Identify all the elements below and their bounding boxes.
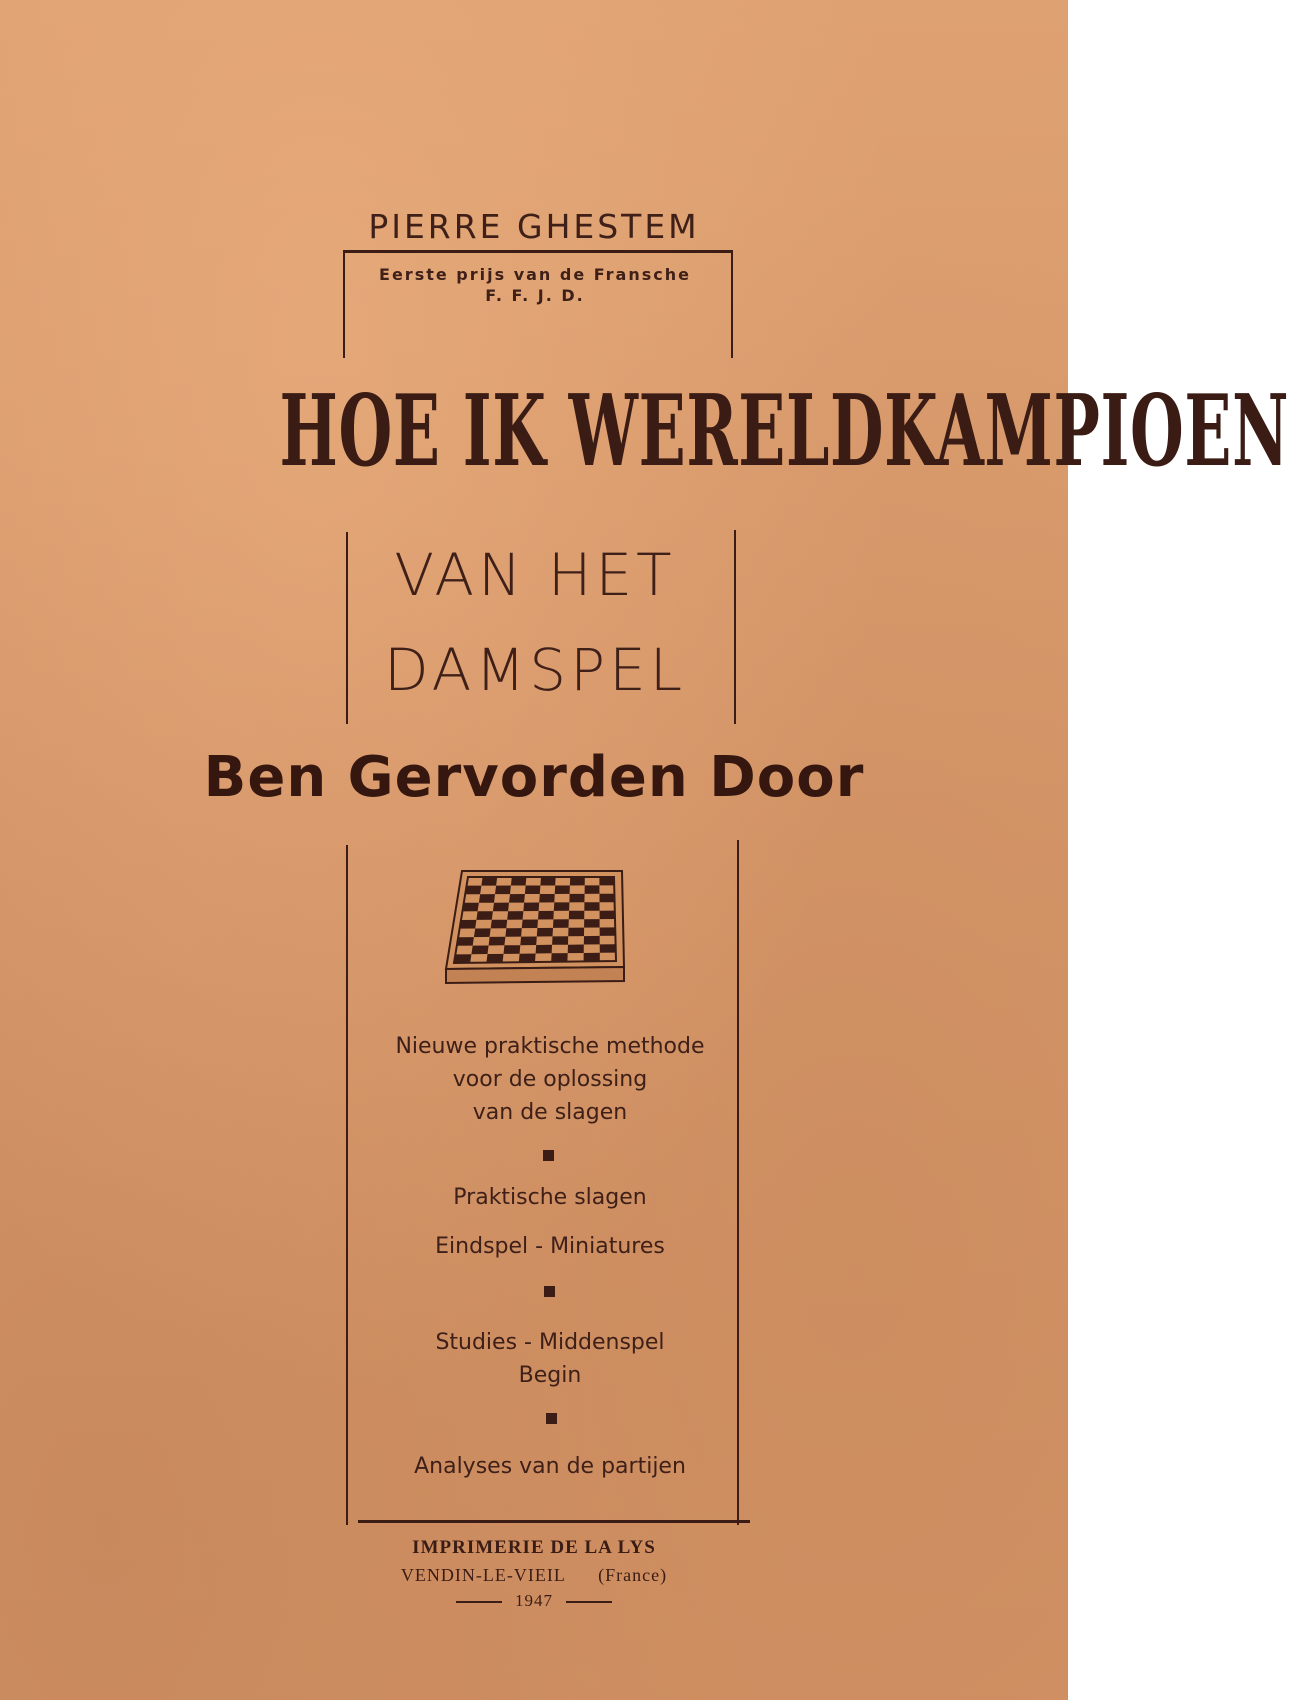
board-square: [584, 953, 600, 962]
main-title: HOE IK WERELDKAMPIOEN: [279, 374, 1289, 489]
contents-item-3: [360, 1326, 740, 1392]
author-box-right-line: [731, 250, 733, 358]
board-square: [462, 903, 479, 912]
board-square: [551, 953, 568, 962]
printer-location: [0, 1565, 1068, 1586]
sub-frame-right-line: [734, 530, 736, 724]
year-dash-right: [566, 1601, 612, 1603]
board-square: [495, 886, 511, 895]
contents-item-3-line-2: Begin: [518, 1363, 582, 1388]
board-square: [525, 886, 541, 895]
author-name: PIERRE GHESTEM: [368, 207, 700, 246]
board-square: [538, 911, 554, 920]
bullet-square-2: [544, 1286, 555, 1297]
method-description: [360, 1030, 740, 1129]
board-square: [600, 911, 615, 920]
method-line-3: van de slagen: [472, 1100, 628, 1125]
board-square: [511, 877, 527, 886]
checkerboard-drawing: [440, 865, 630, 1000]
sub-title-line-1: VAN HET: [394, 541, 676, 609]
board-square: [507, 911, 523, 920]
lower-frame-bottom-line: [358, 1520, 750, 1523]
prize-line-2: F. F. J. D.: [485, 286, 585, 305]
contents-item-1: Praktische slagen: [453, 1185, 647, 1210]
board-square: [554, 902, 570, 911]
board-square: [474, 928, 491, 937]
board-square: [599, 877, 614, 885]
printer-year: 1947: [515, 1591, 553, 1610]
board-square: [600, 894, 615, 903]
board-square: [460, 920, 477, 929]
board-square: [553, 919, 569, 928]
printer-country: (France): [598, 1565, 668, 1585]
printer-year-line: [0, 1591, 1068, 1611]
board-square: [520, 937, 537, 946]
sub-title-line-2: DAMSPEL: [383, 636, 687, 704]
board-square: [522, 920, 538, 929]
prize-line-1: Eerste prijs van de Fransche: [379, 265, 691, 284]
board-square: [479, 894, 495, 903]
board-square: [600, 927, 616, 936]
board-square: [505, 928, 521, 937]
board-square: [600, 944, 616, 953]
board-square: [454, 954, 471, 963]
prize-credit: [345, 264, 725, 306]
board-square: [481, 877, 497, 886]
subtitle: Ben Gervorden Door: [203, 745, 865, 810]
board-square: [476, 911, 493, 920]
board-square: [584, 919, 600, 928]
board-square: [536, 945, 553, 954]
board-square: [568, 928, 584, 937]
method-line-1: Nieuwe praktische methode: [395, 1034, 705, 1059]
board-square: [537, 928, 553, 937]
board-square: [489, 937, 506, 946]
printer-place: VENDIN-LE-VIEIL: [400, 1565, 566, 1585]
board-square: [540, 877, 555, 886]
board-square: [486, 954, 503, 963]
board-square: [504, 945, 521, 954]
board-square: [491, 920, 508, 929]
board-square: [568, 945, 584, 954]
method-line-2: voor de oplossing: [452, 1067, 648, 1092]
lower-frame-left-line: [346, 845, 348, 1525]
bullet-square-1: [543, 1150, 554, 1161]
board-square: [465, 886, 481, 895]
board-square: [585, 885, 600, 894]
board-square: [569, 894, 584, 903]
board-square: [471, 946, 488, 955]
printer-name: IMPRIMERIE DE LA LYS: [412, 1537, 656, 1558]
board-square: [523, 903, 539, 912]
sub-frame-left-line: [346, 532, 348, 724]
contents-item-3-line-1: Studies - Middenspel: [435, 1330, 665, 1355]
contents-item-2: Eindspel - Miniatures: [435, 1234, 665, 1259]
board-square: [570, 877, 585, 886]
author-rule: [343, 250, 733, 253]
board-square: [584, 902, 599, 911]
year-dash-left: [456, 1601, 502, 1603]
checkerboard-icon: [440, 865, 630, 1000]
board-square: [509, 894, 525, 903]
bullet-square-3: [546, 1413, 557, 1424]
board-square: [493, 903, 509, 912]
board-square: [552, 936, 568, 945]
board-square: [457, 937, 474, 946]
board-square: [584, 936, 600, 945]
board-square: [555, 886, 570, 895]
board-square: [519, 954, 536, 963]
board-square: [569, 911, 585, 920]
board-square: [539, 894, 555, 903]
contents-item-4: Analyses van de partijen: [414, 1454, 686, 1479]
